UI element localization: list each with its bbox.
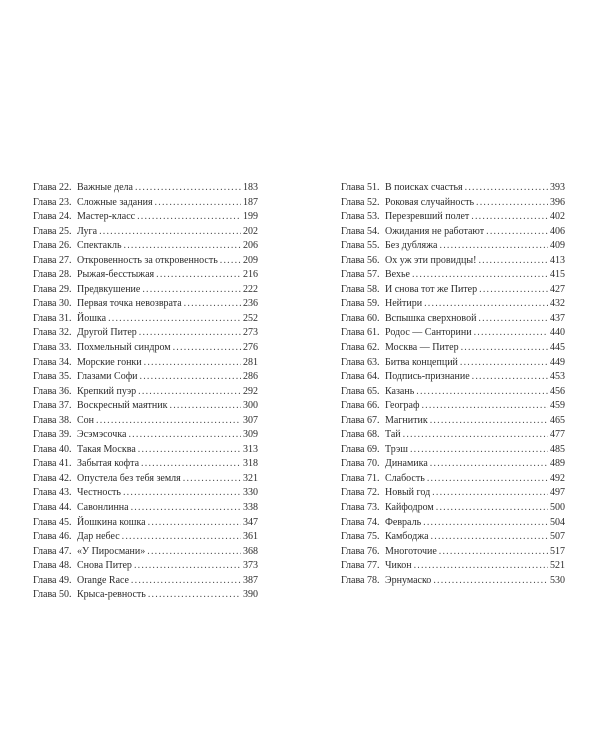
chapter-title: Многоточие: [385, 545, 437, 557]
page-number: 347: [243, 516, 258, 528]
chapter-title: В поисках счастья: [385, 182, 463, 193]
dot-leader: [476, 196, 548, 211]
chapter-title: Чикон: [385, 560, 412, 572]
chapter-label: Глава 76.: [341, 545, 380, 557]
chapter-title: Вспышка сверхновой: [385, 312, 477, 324]
dot-leader: [430, 414, 548, 429]
page-number: 396: [550, 196, 565, 208]
dot-leader: [430, 457, 548, 472]
dot-leader: [184, 297, 241, 312]
dot-leader: [472, 370, 548, 385]
chapter-title: Важные дела: [77, 182, 133, 193]
chapter-title: Откровенность за откровенность: [77, 254, 218, 266]
dot-leader: [138, 385, 241, 400]
toc-entry: [341, 385, 565, 400]
page-number: 489: [550, 458, 565, 470]
chapter-title: Забытая кофта: [77, 458, 140, 470]
chapter-label: Глава 56.: [341, 254, 380, 266]
toc-entry: [341, 472, 565, 487]
chapter-label: Глава 30.: [33, 298, 72, 310]
chapter-label: Глава 23.: [33, 196, 72, 208]
chapter-label: Глава 45.: [33, 516, 72, 528]
dot-leader: [123, 486, 241, 501]
page-number: 307: [243, 414, 258, 426]
chapter-title: И снова тот же Питер: [385, 283, 478, 295]
toc-entry: [33, 516, 258, 531]
page-number: 409: [550, 240, 565, 252]
page-number: 402: [550, 211, 565, 223]
dot-leader: [124, 239, 241, 254]
toc-entry: [341, 210, 565, 225]
toc-entry: [33, 559, 258, 574]
page-number: 313: [243, 443, 258, 455]
dot-leader: [436, 501, 548, 516]
chapter-title: Без дубляжа: [385, 240, 438, 252]
chapter-title: Камбоджа: [385, 531, 429, 543]
chapter-title: Другой Питер: [77, 327, 137, 339]
chapter-title: Йошка: [77, 312, 107, 324]
chapter-title: Йошкина кошка: [77, 516, 146, 528]
toc-entry: [341, 574, 565, 589]
dot-leader: [433, 574, 548, 589]
dot-leader: [135, 181, 241, 196]
toc-entry: [33, 588, 258, 603]
chapter-label: Глава 41.: [33, 458, 72, 470]
dot-leader: [131, 574, 241, 589]
page-number: 432: [550, 298, 565, 310]
page-number: 507: [550, 531, 565, 543]
page-number: 530: [550, 574, 565, 586]
chapter-title: Orange Race: [77, 574, 129, 586]
chapter-title: Луга: [77, 225, 98, 237]
page-number: 206: [243, 240, 258, 252]
dot-leader: [486, 225, 548, 240]
chapter-label: Глава 58.: [341, 283, 380, 295]
dot-leader: [170, 399, 242, 414]
chapter-title: Нейтири: [385, 298, 423, 310]
page-number: 252: [243, 312, 258, 324]
dot-leader: [421, 399, 548, 414]
dot-leader: [128, 428, 241, 443]
chapter-label: Глава 47.: [33, 545, 72, 557]
chapter-title: Предвкушение: [77, 283, 141, 295]
toc-entry: [341, 356, 565, 371]
page-number: 300: [243, 400, 258, 412]
page-number: 390: [243, 589, 258, 601]
toc-entry: [33, 545, 258, 560]
chapter-title: Вехье: [385, 269, 410, 281]
dot-leader: [471, 210, 548, 225]
chapter-label: Глава 71.: [341, 472, 380, 484]
page-number: 453: [550, 371, 565, 383]
toc-entry: [341, 414, 565, 429]
toc-entry: [341, 268, 565, 283]
chapter-label: Глава 39.: [33, 429, 72, 441]
chapter-label: Глава 28.: [33, 269, 72, 281]
chapter-title: Динамика: [385, 458, 428, 470]
toc-entry: [341, 501, 565, 516]
page-number: 485: [550, 443, 565, 455]
dot-leader: [122, 530, 241, 545]
page-number: 387: [243, 574, 258, 586]
dot-leader: [148, 516, 241, 531]
dot-leader: [412, 268, 548, 283]
page-number: 286: [243, 371, 258, 383]
chapter-label: Глава 44.: [33, 502, 72, 514]
toc-entry: [341, 443, 565, 458]
page-number: 445: [550, 342, 565, 354]
chapter-label: Глава 67.: [341, 414, 380, 426]
page-number: 361: [243, 531, 258, 543]
page-number: 492: [550, 472, 565, 484]
toc-right-column: [341, 181, 565, 588]
toc-entry: [341, 545, 565, 560]
toc-entry: [33, 472, 258, 487]
chapter-title: Честность: [77, 487, 121, 499]
chapter-title: Морские гонки: [77, 356, 142, 368]
chapter-label: Глава 57.: [341, 269, 380, 281]
chapter-title: Глазами Софи: [77, 371, 138, 383]
toc-entry: [33, 326, 258, 341]
toc-entry: [33, 370, 258, 385]
chapter-title: Опустела без тебя земля: [77, 472, 181, 484]
page-number: 187: [243, 196, 258, 208]
dot-leader: [431, 530, 548, 545]
chapter-title: Слабость: [385, 472, 425, 484]
chapter-title: «У Пиросмани»: [77, 545, 146, 557]
chapter-title: Эсэмэсочка: [77, 429, 127, 441]
chapter-label: Глава 24.: [33, 211, 72, 223]
dot-leader: [138, 443, 241, 458]
dot-leader: [416, 385, 548, 400]
chapter-label: Глава 75.: [341, 531, 380, 543]
page-number: 309: [243, 429, 258, 441]
chapter-title: Тай: [385, 429, 401, 441]
chapter-title: Первая точка невозврата: [77, 298, 182, 310]
chapter-label: Глава 55.: [341, 240, 380, 252]
page-number: 199: [243, 211, 258, 223]
page-number: 276: [243, 342, 258, 354]
chapter-title: Ох уж эти провидцы!: [385, 254, 477, 266]
chapter-label: Глава 60.: [341, 312, 380, 324]
chapter-title: Эрнумаско: [385, 574, 432, 586]
toc-entry: [33, 356, 258, 371]
chapter-label: Глава 59.: [341, 298, 380, 310]
chapter-title: Родос — Санторини: [385, 327, 472, 339]
page-number: 456: [550, 385, 565, 397]
toc-entry: [33, 297, 258, 312]
chapter-title: Рыжая-бесстыжая: [77, 269, 155, 281]
toc-entry: [341, 530, 565, 545]
page-number: 500: [550, 502, 565, 514]
chapter-label: Глава 64.: [341, 371, 380, 383]
chapter-label: Глава 53.: [341, 211, 380, 223]
toc-entry: [341, 239, 565, 254]
chapter-title: Крепкий пуэр: [77, 385, 137, 397]
chapter-title: Сложные задания: [77, 196, 153, 208]
page-number: 459: [550, 400, 565, 412]
page-number: 504: [550, 516, 565, 528]
dot-leader: [137, 210, 241, 225]
chapter-label: Глава 49.: [33, 574, 72, 586]
chapter-label: Глава 72.: [341, 487, 380, 499]
chapter-label: Глава 36.: [33, 385, 72, 397]
chapter-label: Глава 33.: [33, 342, 72, 354]
dot-leader: [142, 283, 241, 298]
toc-entry: [33, 225, 258, 240]
chapter-label: Глава 26.: [33, 240, 72, 252]
page-number: 497: [550, 487, 565, 499]
dot-leader: [131, 501, 241, 516]
dot-leader: [439, 545, 548, 560]
dot-leader: [461, 341, 548, 356]
chapter-title: Мастер-класс: [77, 211, 136, 223]
dot-leader: [410, 443, 548, 458]
chapter-title: Крыса-ревность: [77, 589, 146, 601]
page-number: 368: [243, 545, 258, 557]
dot-leader: [423, 516, 548, 531]
toc-entry: [341, 181, 565, 196]
chapter-label: Глава 43.: [33, 487, 72, 499]
dot-leader: [424, 297, 548, 312]
toc-entry: [33, 428, 258, 443]
chapter-title: Географ: [385, 400, 420, 412]
page-number: 449: [550, 356, 565, 368]
toc-entry: [341, 254, 565, 269]
chapter-title: Битва концепций: [385, 356, 458, 368]
dot-leader: [220, 254, 241, 269]
chapter-title: Москва — Питер: [385, 342, 459, 354]
chapter-title: Савонлинна: [77, 502, 129, 514]
toc-entry: [33, 574, 258, 589]
chapter-label: Глава 38.: [33, 414, 72, 426]
chapter-label: Глава 50.: [33, 589, 72, 601]
chapter-label: Глава 32.: [33, 327, 72, 339]
page-number: 318: [243, 458, 258, 470]
toc-entry: [33, 312, 258, 327]
dot-leader: [144, 356, 241, 371]
chapter-label: Глава 34.: [33, 356, 72, 368]
dot-leader: [183, 472, 241, 487]
chapter-label: Глава 48.: [33, 560, 72, 572]
chapter-label: Глава 37.: [33, 400, 72, 412]
dot-leader: [108, 312, 241, 327]
chapter-title: Такая Москва: [77, 443, 136, 455]
toc-entry: [33, 196, 258, 211]
toc-entry: [33, 181, 258, 196]
toc-entry: [341, 457, 565, 472]
page-number: 202: [243, 225, 258, 237]
chapter-label: Глава 29.: [33, 283, 72, 295]
chapter-label: Глава 51.: [341, 182, 380, 193]
toc-entry: [33, 414, 258, 429]
chapter-title: Трэш: [385, 443, 408, 455]
chapter-label: Глава 63.: [341, 356, 380, 368]
chapter-label: Глава 27.: [33, 254, 72, 266]
dot-leader: [479, 283, 548, 298]
toc-entry: [341, 312, 565, 327]
dot-leader: [141, 457, 241, 472]
chapter-title: Дар небес: [77, 531, 120, 543]
chapter-title: Новый год: [385, 487, 431, 499]
toc-entry: [33, 385, 258, 400]
toc-entry: [341, 486, 565, 501]
chapter-title: Роковая случайность: [385, 196, 475, 208]
toc-entry: [33, 254, 258, 269]
chapter-label: Глава 25.: [33, 225, 72, 237]
toc-entry: [33, 486, 258, 501]
chapter-title: Подпись-признание: [385, 371, 470, 383]
chapter-title: Казань: [385, 385, 415, 397]
chapter-title: Перезревший полет: [385, 211, 470, 223]
page-number: 236: [243, 298, 258, 310]
dot-leader: [140, 370, 241, 385]
chapter-label: Глава 78.: [341, 574, 380, 586]
toc-entry: [341, 225, 565, 240]
chapter-title: Магнитик: [385, 414, 428, 426]
chapter-label: Глава 62.: [341, 342, 380, 354]
toc-entry: [341, 428, 565, 443]
page-number: 292: [243, 385, 258, 397]
chapter-label: Глава 22.: [33, 182, 72, 193]
chapter-title: Спектакль: [77, 240, 122, 252]
toc-entry: [341, 326, 565, 341]
page-number: 415: [550, 269, 565, 281]
page-number: 465: [550, 414, 565, 426]
page-number: 477: [550, 429, 565, 441]
chapter-label: Глава 61.: [341, 327, 380, 339]
chapter-label: Глава 42.: [33, 472, 72, 484]
page-number: 373: [243, 560, 258, 572]
chapter-label: Глава 40.: [33, 443, 72, 455]
toc-entry: [33, 210, 258, 225]
toc-entry: [341, 283, 565, 298]
dot-leader: [139, 326, 241, 341]
page-number: 521: [550, 560, 565, 572]
page-number: 440: [550, 327, 565, 339]
chapter-label: Глава 69.: [341, 443, 380, 455]
chapter-label: Глава 77.: [341, 560, 380, 572]
dot-leader: [403, 428, 548, 443]
chapter-title: Февраль: [385, 516, 422, 528]
page-number: 338: [243, 502, 258, 514]
dot-leader: [474, 326, 548, 341]
page-number: 209: [243, 254, 258, 266]
dot-leader: [148, 588, 241, 603]
page-number: 273: [243, 327, 258, 339]
toc-entry: [341, 196, 565, 211]
chapter-label: Глава 74.: [341, 516, 380, 528]
page-number: 183: [243, 182, 258, 193]
toc-entry: [33, 239, 258, 254]
toc-entry: [33, 501, 258, 516]
chapter-label: Глава 52.: [341, 196, 380, 208]
toc-entry: [341, 399, 565, 414]
chapter-title: Сон: [77, 414, 95, 426]
toc-entry: [341, 516, 565, 531]
dot-leader: [156, 268, 241, 283]
dot-leader: [432, 486, 548, 501]
chapter-label: Глава 35.: [33, 371, 72, 383]
chapter-label: Глава 46.: [33, 531, 72, 543]
toc-entry: [341, 559, 565, 574]
toc-entry: [341, 297, 565, 312]
toc-entry: [33, 399, 258, 414]
chapter-label: Глава 66.: [341, 400, 380, 412]
page-number: 437: [550, 312, 565, 324]
page-number: 393: [550, 182, 565, 193]
dot-leader: [440, 239, 549, 254]
dot-leader: [460, 356, 548, 371]
page-number: 413: [550, 254, 565, 266]
chapter-title: Кайфодром: [385, 502, 434, 514]
chapter-title: Ожидания не работают: [385, 225, 485, 237]
dot-leader: [478, 254, 548, 269]
dot-leader: [134, 559, 241, 574]
dot-leader: [173, 341, 241, 356]
chapter-title: Похмельный синдром: [77, 342, 171, 354]
toc-entry: [341, 341, 565, 356]
page-number: 406: [550, 225, 565, 237]
chapter-title: Воскресный маятник: [77, 400, 168, 412]
chapter-label: Глава 31.: [33, 312, 72, 324]
dot-leader: [99, 225, 241, 240]
chapter-label: Глава 68.: [341, 429, 380, 441]
page-number: 216: [243, 269, 258, 281]
dot-leader: [414, 559, 548, 574]
dot-leader: [147, 545, 241, 560]
page-number: 517: [550, 545, 565, 557]
dot-leader: [478, 312, 548, 327]
dot-leader: [155, 196, 241, 211]
chapter-label: Глава 73.: [341, 502, 380, 514]
chapter-label: Глава 70.: [341, 458, 380, 470]
page-number: 427: [550, 283, 565, 295]
chapter-label: Глава 54.: [341, 225, 380, 237]
dot-leader: [427, 472, 548, 487]
chapter-title: Снова Питер: [77, 560, 132, 572]
dot-leader: [465, 181, 548, 196]
toc-entry: [341, 370, 565, 385]
page-number: 222: [243, 283, 258, 295]
toc-left-column: [33, 181, 258, 603]
toc-entry: [33, 283, 258, 298]
dot-leader: [96, 414, 241, 429]
page-number: 281: [243, 356, 258, 368]
toc-entry: [33, 268, 258, 283]
page-number: 321: [243, 472, 258, 484]
page-number: 330: [243, 487, 258, 499]
toc-entry: [33, 341, 258, 356]
toc-entry: [33, 530, 258, 545]
toc-entry: [33, 457, 258, 472]
toc-entry: [33, 443, 258, 458]
chapter-label: Глава 65.: [341, 385, 380, 397]
